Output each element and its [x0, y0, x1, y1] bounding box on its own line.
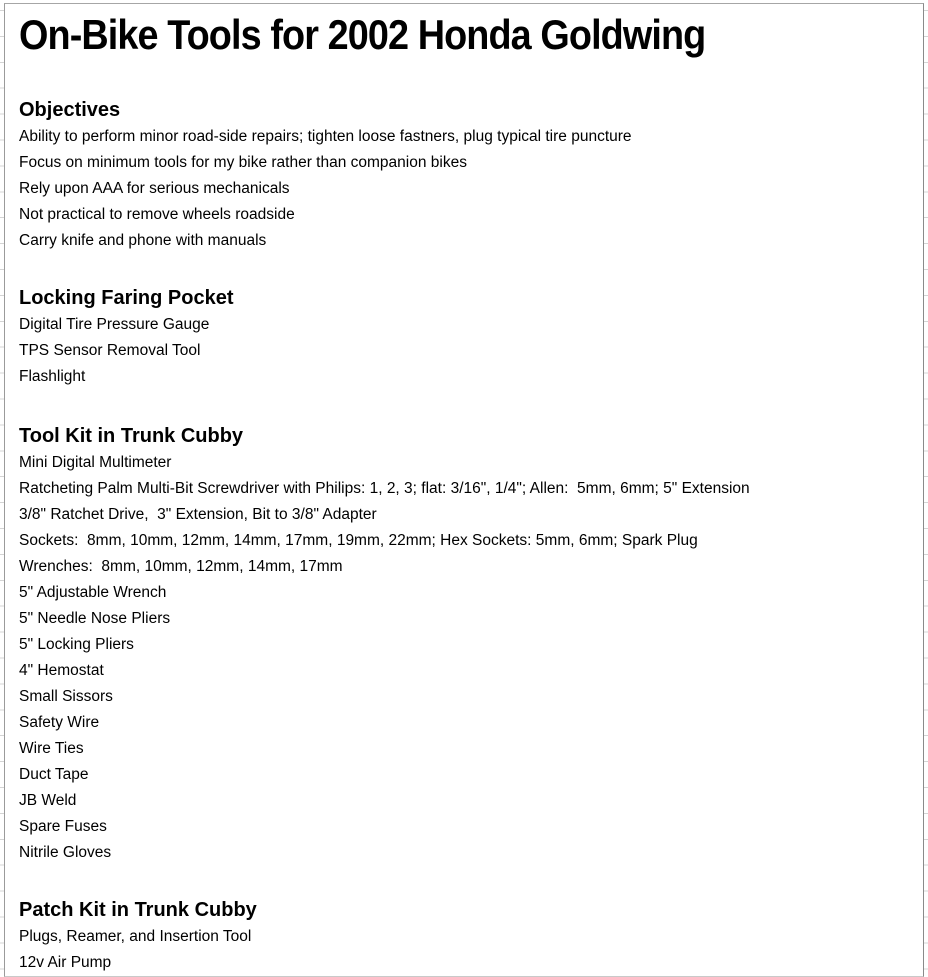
list-item: TPS Sensor Removal Tool: [19, 342, 201, 359]
list-item: Nitrile Gloves: [19, 844, 112, 861]
list-item: Digital Tire Pressure Gauge: [19, 316, 210, 333]
list-item: 12v Air Pump: [19, 954, 112, 971]
section-tool-kit-trunk-cubby: [19, 422, 915, 866]
section-heading-locking-faring-pocket: Locking Faring Pocket: [19, 287, 234, 309]
list-item: JB Weld: [19, 792, 77, 809]
list-item: Spare Fuses: [19, 818, 107, 835]
list-item: Small Sissors: [19, 688, 113, 705]
list-item: Plugs, Reamer, and Insertion Tool: [19, 928, 252, 945]
list-item: 3/8" Ratchet Drive, 3" Extension, Bit to 3/8" Adapter: [19, 506, 377, 523]
list-item: Focus on minimum tools for my bike rather than companion bikes: [19, 154, 467, 171]
list-item: Ability to perform minor road-side repairs; tighten loose fastners, plug typical tire puncture: [19, 128, 632, 145]
section-objectives: [19, 96, 915, 254]
document-sheet: [4, 3, 924, 977]
list-item: Carry knife and phone with manuals: [19, 232, 267, 249]
list-item: 5" Locking Pliers: [19, 636, 134, 653]
list-item: 5" Needle Nose Pliers: [19, 610, 171, 627]
list-item: 4" Hemostat: [19, 662, 104, 679]
list-item: Wire Ties: [19, 740, 84, 757]
list-item: Rely upon AAA for serious mechanicals: [19, 180, 290, 197]
section-locking-faring-pocket: [19, 284, 915, 390]
list-item: Ratcheting Palm Multi-Bit Screwdriver with Philips: 1, 2, 3; flat: 3/16", 1/4"; Allen: 5mm, 6mm; 5" Extension: [19, 480, 750, 497]
section-heading-objectives: Objectives: [19, 99, 121, 121]
section-heading-tool-kit-trunk-cubby: Tool Kit in Trunk Cubby: [19, 425, 244, 447]
section-patch-kit-trunk-cubby: [19, 896, 915, 976]
list-item: Sockets: 8mm, 10mm, 12mm, 14mm, 17mm, 19mm, 22mm; Hex Sockets: 5mm, 6mm; Spark Plug: [19, 532, 698, 549]
list-item: Duct Tape: [19, 766, 89, 783]
list-item: 5" Adjustable Wrench: [19, 584, 167, 601]
list-item: Mini Digital Multimeter: [19, 454, 172, 471]
list-item: Wrenches: 8mm, 10mm, 12mm, 14mm, 17mm: [19, 558, 343, 575]
list-item: Flashlight: [19, 368, 86, 385]
list-item: Safety Wire: [19, 714, 100, 731]
gridline-strip-right: [924, 0, 928, 977]
list-item: Not practical to remove wheels roadside: [19, 206, 295, 223]
section-heading-patch-kit-trunk-cubby: Patch Kit in Trunk Cubby: [19, 899, 257, 921]
page-title: On-Bike Tools for 2002 Honda Goldwing: [19, 11, 706, 58]
